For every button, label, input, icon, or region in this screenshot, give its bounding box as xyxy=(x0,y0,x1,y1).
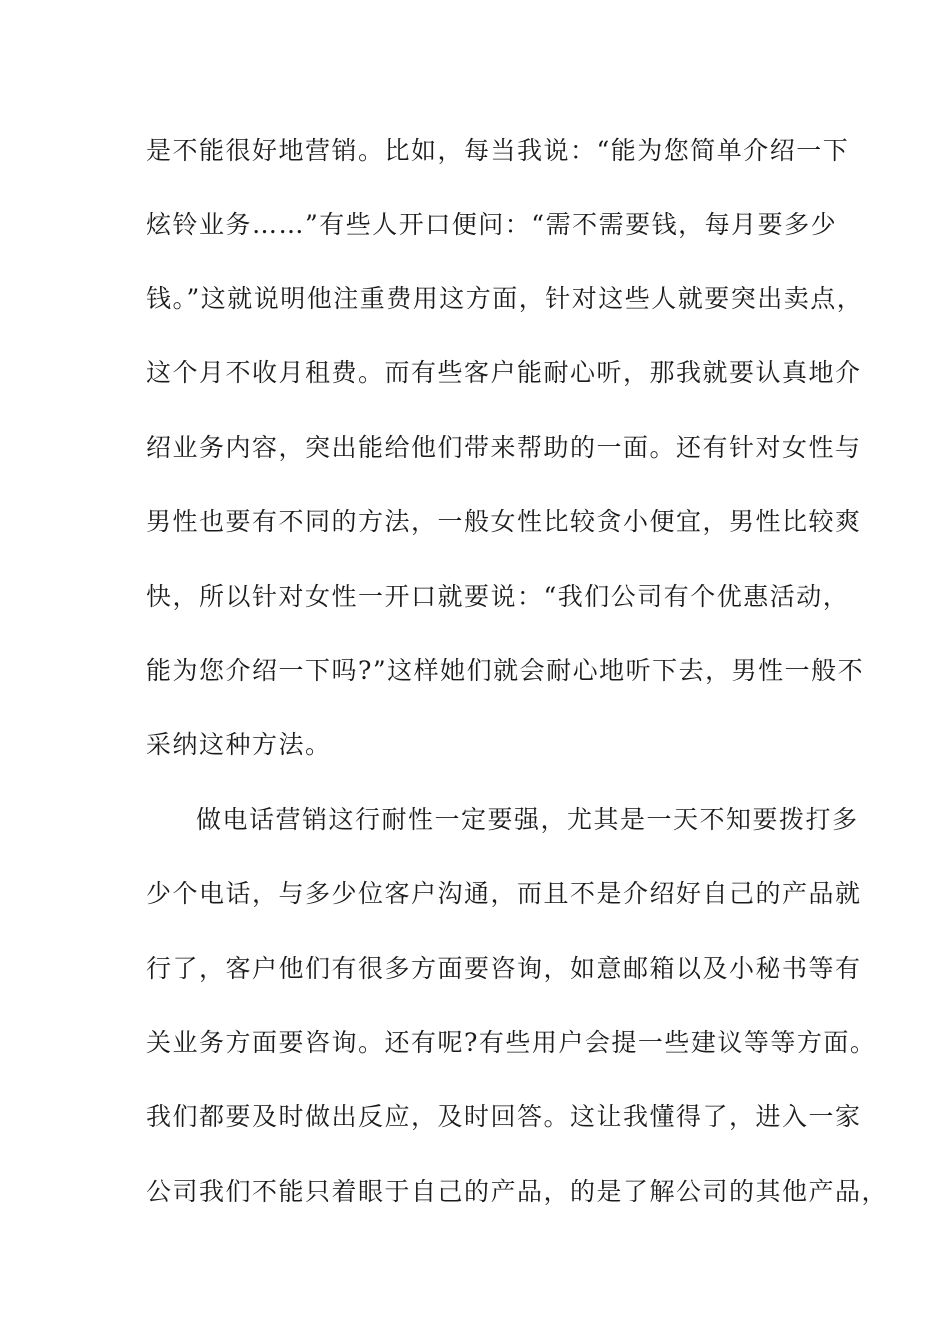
paragraph-line: 公司我们不能只着眼于自己的产品，的是了解公司的其他产品， xyxy=(146,1177,889,1206)
paragraph-line: 绍业务内容，突出能给他们带来帮助的一面。还有针对女性与 xyxy=(146,433,862,462)
paragraph-line: 行了，客户他们有很多方面要咨询，如意邮箱以及小秘书等有 xyxy=(146,954,862,983)
paragraph-line: 快，所以针对女性一开口就要说：“我们公司有个优惠活动， xyxy=(146,582,850,611)
paragraph-line: 男性也要有不同的方法，一般女性比较贪小便宜，男性比较爽 xyxy=(146,507,862,536)
paragraph-line: 关业务方面要咨询。还有呢?有些用户会提一些建议等等方面。 xyxy=(146,1028,877,1057)
paragraph-first-line: 做电话营销这行耐性一定要强，尤其是一天不知要拨打多 xyxy=(196,805,859,834)
paragraph-line: 这个月不收月租费。而有些客户能耐心听，那我就要认真地介 xyxy=(146,358,862,387)
paragraph-line: 我们都要及时做出反应，及时回答。这让我懂得了，进入一家 xyxy=(146,1102,862,1131)
paragraph-line: 炫铃业务……”有些人开口便问：“需不需要钱，每月要多少 xyxy=(146,210,838,239)
paragraph-line: 是不能很好地营销。比如，每当我说：“能为您简单介绍一下 xyxy=(146,136,850,165)
paragraph-line: 钱。”这就说明他注重费用这方面，针对这些人就要突出卖点， xyxy=(146,284,864,313)
paragraph-line: 少个电话，与多少位客户沟通，而且不是介绍好自己的产品就 xyxy=(146,879,862,908)
paragraph-line: 能为您介绍一下吗?”这样她们就会耐心地听下去，男性一般不 xyxy=(146,656,865,685)
paragraph-line: 采纳这种方法。 xyxy=(146,730,332,759)
